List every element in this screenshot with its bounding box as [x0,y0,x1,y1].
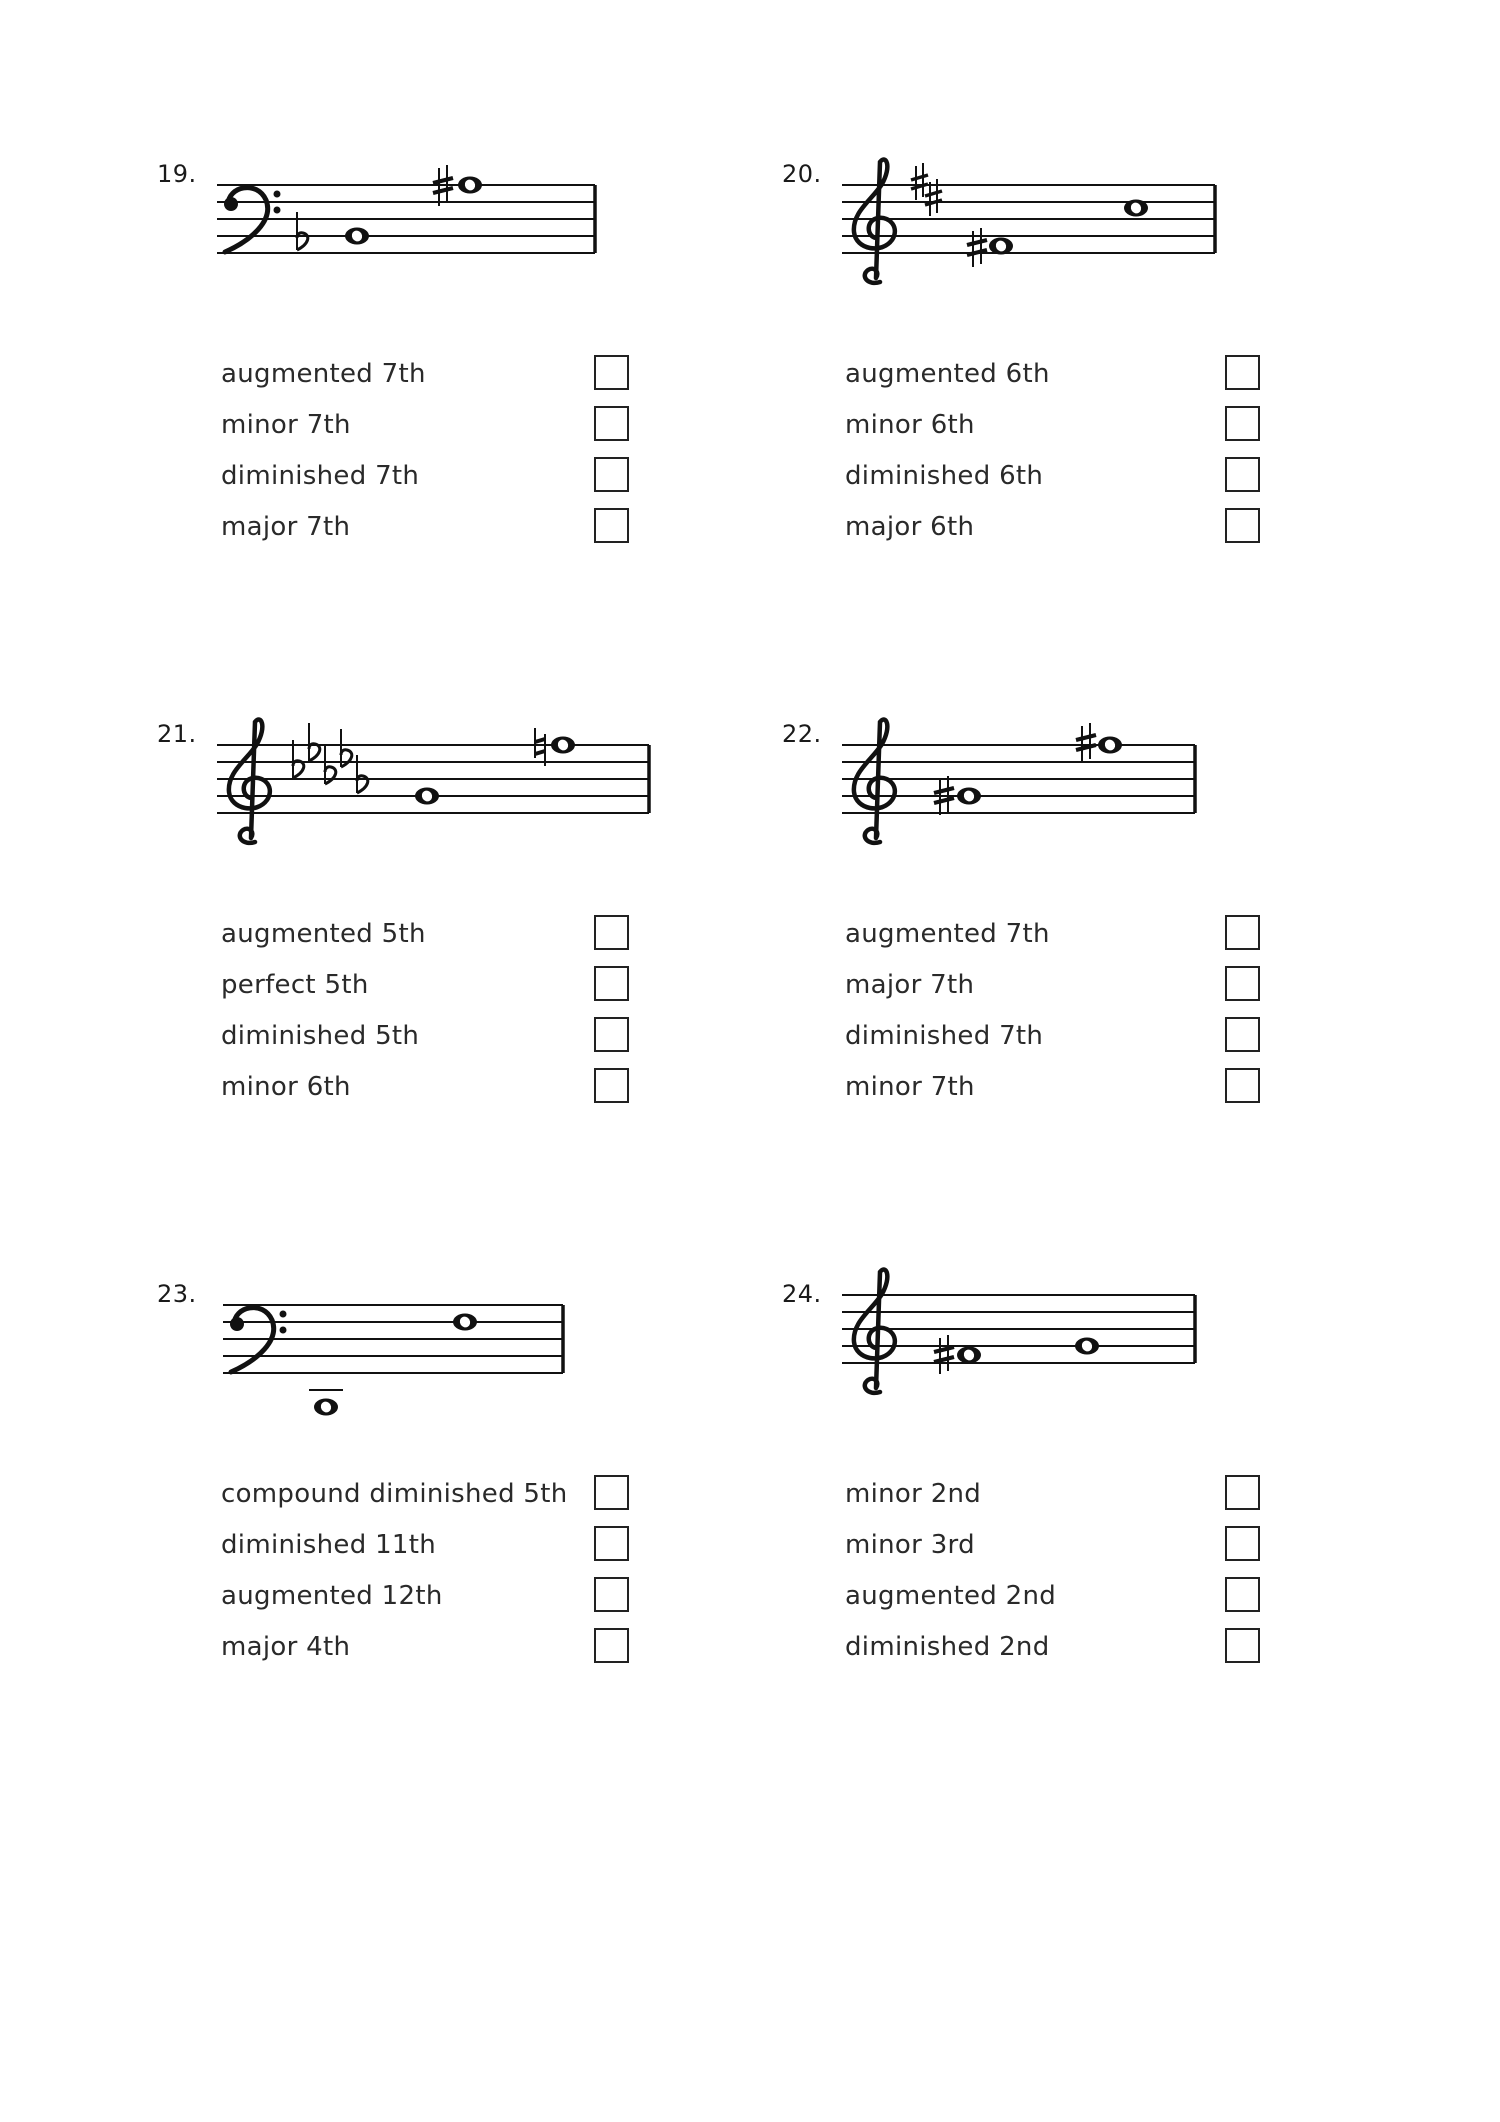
answer-checkbox[interactable] [1225,1068,1260,1103]
option-label: minor 6th [845,410,975,440]
answer-options [221,915,651,1119]
treble-clef-icon [854,719,895,842]
question-19 [157,160,677,660]
option-label: diminished 2nd [845,1632,1050,1662]
answer-option [221,1017,651,1068]
question-number: 21. [157,720,197,748]
answer-checkbox[interactable] [1225,915,1260,950]
note-lower [314,1399,338,1416]
answer-option [845,1577,1275,1628]
answer-checkbox[interactable] [594,1526,629,1561]
answer-option [845,1068,1275,1119]
answer-checkbox[interactable] [1225,1017,1260,1052]
answer-option [845,508,1275,559]
option-label: minor 7th [221,410,351,440]
answer-option [845,1475,1275,1526]
option-label: diminished 11th [221,1530,437,1560]
treble-clef-icon [854,1269,895,1392]
answer-option [221,1577,651,1628]
answer-checkbox[interactable] [594,355,629,390]
option-label: augmented 6th [845,359,1050,389]
question-number: 24. [782,1280,822,1308]
sharp-icon [934,1335,954,1374]
answer-options [845,915,1275,1119]
answer-checkbox[interactable] [1225,508,1260,543]
option-label: diminished 6th [845,461,1044,491]
answer-checkbox[interactable] [1225,1526,1260,1561]
question-number: 23. [157,1280,197,1308]
sharp-icon [967,228,987,267]
question-21 [157,720,677,1220]
option-label: augmented 7th [845,919,1050,949]
answer-checkbox[interactable] [594,508,629,543]
option-label: minor 6th [221,1072,351,1102]
natural-icon [535,728,545,766]
answer-checkbox[interactable] [1225,1475,1260,1510]
staff-notation [217,160,657,300]
key-signature [297,212,308,250]
answer-option [845,355,1275,406]
question-23 [157,1280,677,1780]
treble-clef-icon [854,159,895,282]
answer-option [221,1068,651,1119]
sharp-icon [1076,723,1096,762]
option-label: augmented 12th [221,1581,443,1611]
option-label: augmented 7th [221,359,426,389]
note-upper [551,737,575,754]
answer-options [845,1475,1275,1679]
answer-options [845,355,1275,559]
answer-checkbox[interactable] [594,1475,629,1510]
option-label: minor 2nd [845,1479,982,1509]
answer-checkbox[interactable] [594,1577,629,1612]
option-label: augmented 5th [221,919,426,949]
note-upper [1075,1338,1099,1355]
answer-option [221,406,651,457]
note-lower [345,228,369,245]
note-upper [1098,737,1122,754]
answer-option [221,1526,651,1577]
note-upper [458,177,482,194]
answer-checkbox[interactable] [594,1628,629,1663]
answer-option [845,406,1275,457]
note-upper [453,1314,477,1331]
staff-notation [217,720,657,860]
question-number: 20. [782,160,822,188]
answer-option [845,1017,1275,1068]
answer-options [221,355,651,559]
answer-option [845,966,1275,1017]
staff-notation [842,160,1282,300]
note-lower [957,788,981,805]
answer-option [845,1628,1275,1679]
staff-notation [842,1280,1282,1420]
answer-option [221,355,651,406]
answer-checkbox[interactable] [594,1017,629,1052]
option-label: minor 7th [845,1072,975,1102]
answer-option [221,1628,651,1679]
answer-checkbox[interactable] [594,915,629,950]
note-lower [989,238,1013,255]
option-label: compound diminished 5th [221,1479,568,1509]
question-number: 19. [157,160,197,188]
option-label: minor 3rd [845,1530,975,1560]
question-20 [782,160,1302,660]
question-24 [782,1280,1302,1780]
option-label: diminished 7th [221,461,420,491]
answer-checkbox[interactable] [594,966,629,1001]
option-label: perfect 5th [221,970,369,1000]
question-number: 22. [782,720,822,748]
answer-option [221,457,651,508]
option-label: diminished 7th [845,1021,1044,1051]
question-22 [782,720,1302,1220]
note-lower [415,788,439,805]
staff-notation [217,1280,657,1420]
option-label: diminished 5th [221,1021,420,1051]
answer-checkbox[interactable] [594,406,629,441]
answer-checkbox[interactable] [1225,406,1260,441]
answer-checkbox[interactable] [1225,355,1260,390]
answer-option [845,915,1275,966]
option-label: major 6th [845,512,975,542]
staff-notation [842,720,1282,860]
note-upper [1124,200,1148,217]
option-label: major 4th [221,1632,351,1662]
key-signature [293,723,368,793]
key-signature [911,163,942,216]
option-label: major 7th [845,970,975,1000]
answer-checkbox[interactable] [594,1068,629,1103]
answer-option [221,915,651,966]
answer-checkbox[interactable] [1225,1577,1260,1612]
answer-option [221,1475,651,1526]
answer-checkbox[interactable] [1225,1628,1260,1663]
answer-option [221,508,651,559]
answer-options [221,1475,651,1679]
note-lower [957,1347,981,1364]
answer-checkbox[interactable] [1225,457,1260,492]
answer-option [845,457,1275,508]
option-label: major 7th [221,512,351,542]
answer-checkbox[interactable] [594,457,629,492]
treble-clef-icon [229,719,270,842]
answer-checkbox[interactable] [1225,966,1260,1001]
option-label: augmented 2nd [845,1581,1057,1611]
answer-option [221,966,651,1017]
answer-option [845,1526,1275,1577]
